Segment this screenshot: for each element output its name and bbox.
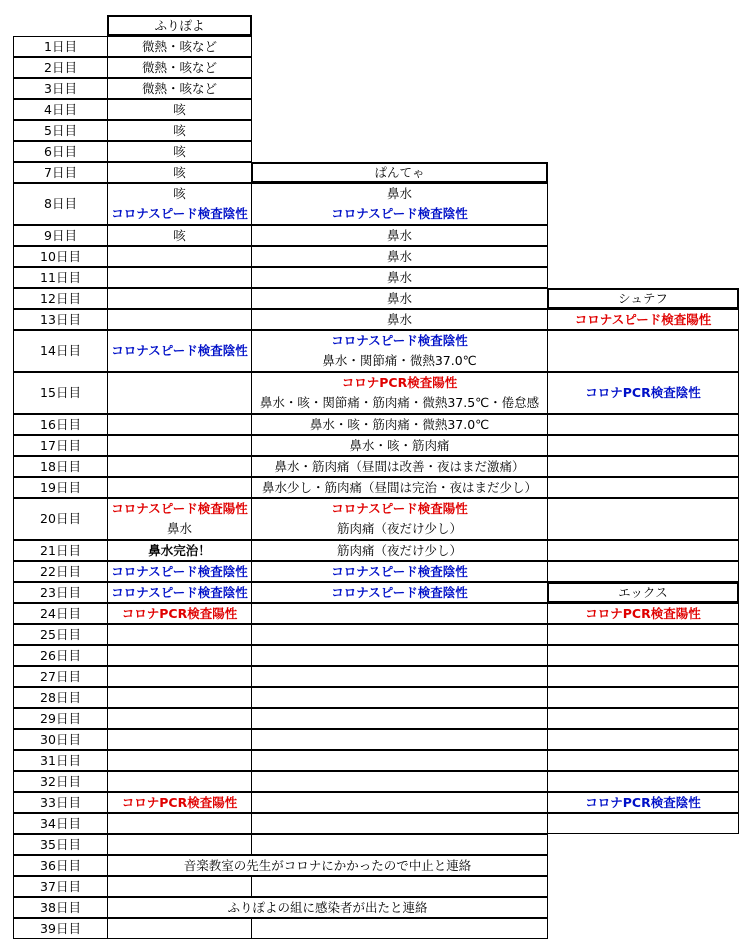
cell-text: コロナスピード検査陽性	[331, 501, 468, 516]
day-label: 26日目	[13, 645, 108, 666]
cell-text: 筋肉痛（夜だけ少し）	[336, 521, 462, 536]
day-label: 13日目	[13, 309, 108, 330]
day-label: 17日目	[13, 435, 108, 456]
day-label: 34日目	[13, 813, 108, 834]
day-label: 5日目	[13, 120, 108, 141]
furipoyo-cell	[107, 288, 252, 309]
shutefu-cell	[547, 561, 739, 582]
cell-text: 鼻水・関節痛・微熱37.0℃	[322, 353, 477, 368]
shutefu-cell	[547, 540, 739, 561]
shutefu-cell	[547, 498, 739, 540]
note-cell: 音楽教室の先生がコロナにかかったので中止と連絡	[107, 855, 548, 876]
ekkusu-cell	[547, 729, 739, 750]
cell-text: 鼻水	[386, 311, 412, 327]
pantea-cell	[251, 834, 548, 855]
shutefu-cell	[547, 435, 739, 456]
cell-text: 咳	[173, 164, 186, 180]
shutefu-cell	[547, 414, 739, 435]
furipoyo-cell	[107, 477, 252, 498]
cell-text: 微熱・咳など	[141, 80, 217, 96]
shutefu-cell	[547, 372, 739, 414]
furipoyo-cell	[107, 246, 252, 267]
furipoyo-cell	[107, 918, 252, 939]
cell-text: 微熱・咳など	[141, 59, 217, 75]
cell-text: 鼻水・咳・関節痛・筋肉痛・微熱37.5℃・倦怠感	[259, 395, 540, 410]
pantea-cell	[251, 330, 548, 372]
cell-text: コロナスピード検査陰性	[111, 343, 248, 358]
day-label: 24日目	[13, 603, 108, 624]
pantea-cell	[251, 456, 548, 477]
day-label: 15日目	[13, 372, 108, 414]
furipoyo-cell	[107, 225, 252, 246]
day-label: 3日目	[13, 78, 108, 99]
ekkusu-cell	[547, 603, 739, 624]
cell-text: コロナスピード検査陰性	[111, 584, 248, 600]
day-label: 20日目	[13, 498, 108, 540]
furipoyo-cell	[107, 372, 252, 414]
cell-text: 咳	[173, 143, 186, 159]
cell-text: 鼻水・咳・筋肉痛・微熱37.0℃	[309, 416, 490, 432]
day-label: 10日目	[13, 246, 108, 267]
pantea-cell	[251, 729, 548, 750]
cell-text: 鼻水完治！	[148, 542, 211, 558]
shutefu-cell	[547, 456, 739, 477]
shutefu-cell	[547, 477, 739, 498]
furipoyo-cell	[107, 330, 252, 372]
furipoyo-cell	[107, 750, 252, 771]
cell-text: 鼻水	[386, 248, 412, 264]
day-label: 4日目	[13, 99, 108, 120]
pantea-cell	[251, 624, 548, 645]
cell-text: コロナPCR検査陽性	[121, 605, 238, 621]
furipoyo-cell	[107, 582, 252, 603]
cell-text: 咳	[173, 122, 186, 138]
cell-text: コロナスピード検査陰性	[331, 333, 468, 348]
ekkusu-cell	[547, 687, 739, 708]
day-label: 38日目	[13, 897, 108, 918]
furipoyo-cell	[107, 414, 252, 435]
day-label: 35日目	[13, 834, 108, 855]
pantea-cell	[251, 813, 548, 834]
cell-text: コロナPCR検査陽性	[585, 605, 701, 621]
pantea-cell	[251, 708, 548, 729]
day-label: 36日目	[13, 855, 108, 876]
ekkusu-cell	[547, 813, 739, 834]
ekkusu-cell	[547, 750, 739, 771]
furipoyo-cell	[107, 309, 252, 330]
furipoyo-cell	[107, 834, 252, 855]
pantea-cell	[251, 246, 548, 267]
pantea-cell	[251, 771, 548, 792]
cell-text: 鼻水	[386, 290, 412, 306]
furipoyo-cell	[107, 498, 252, 540]
cell-text: コロナスピード検査陰性	[111, 206, 248, 221]
furipoyo-cell	[107, 141, 252, 162]
furipoyo-cell	[107, 729, 252, 750]
furipoyo-cell	[107, 162, 252, 183]
cell-text: コロナスピード検査陰性	[331, 206, 468, 221]
furipoyo-cell	[107, 666, 252, 687]
header-furipoyo: ふりぽよ	[107, 15, 252, 36]
cell-text: 咳	[173, 227, 186, 243]
pantea-cell	[251, 582, 548, 603]
ekkusu-cell	[547, 771, 739, 792]
furipoyo-cell	[107, 183, 252, 225]
furipoyo-cell	[107, 99, 252, 120]
day-label: 8日目	[13, 183, 108, 225]
pantea-cell	[251, 687, 548, 708]
day-label: 22日目	[13, 561, 108, 582]
ekkusu-cell	[547, 666, 739, 687]
pantea-cell	[251, 267, 548, 288]
day-label: 7日目	[13, 162, 108, 183]
pantea-cell	[251, 372, 548, 414]
furipoyo-cell	[107, 78, 252, 99]
furipoyo-cell	[107, 624, 252, 645]
day-label: 6日目	[13, 141, 108, 162]
pantea-cell	[251, 498, 548, 540]
ekkusu-cell	[547, 792, 739, 813]
day-label: 28日目	[13, 687, 108, 708]
cell-text: コロナPCR検査陽性	[341, 375, 458, 390]
cell-text: 鼻水・筋肉痛（昼間は改善・夜はまだ激痛）	[274, 458, 525, 474]
furipoyo-cell	[107, 267, 252, 288]
day-label: 31日目	[13, 750, 108, 771]
pantea-cell	[251, 561, 548, 582]
furipoyo-cell	[107, 645, 252, 666]
day-label: 11日目	[13, 267, 108, 288]
day-label: 23日目	[13, 582, 108, 603]
pantea-cell	[251, 288, 548, 309]
cell-text: 咳	[173, 101, 186, 117]
shutefu-cell	[547, 330, 739, 372]
day-label: 2日目	[13, 57, 108, 78]
cell-text: コロナスピード検査陰性	[111, 563, 248, 579]
furipoyo-cell	[107, 57, 252, 78]
day-label: 29日目	[13, 708, 108, 729]
pantea-cell	[251, 603, 548, 624]
note-cell: ふりぽよの組に感染者が出たと連絡	[107, 897, 548, 918]
shutefu-cell	[547, 309, 739, 330]
furipoyo-cell	[107, 456, 252, 477]
furipoyo-cell	[107, 687, 252, 708]
day-label: 21日目	[13, 540, 108, 561]
cell-text: コロナPCR検査陽性	[121, 794, 238, 810]
pantea-cell	[251, 792, 548, 813]
day-label: 39日目	[13, 918, 108, 939]
ekkusu-cell	[547, 624, 739, 645]
cell-text: 鼻水	[386, 186, 412, 201]
day-label: 14日目	[13, 330, 108, 372]
cell-text: コロナPCR検査陰性	[585, 385, 701, 400]
furipoyo-cell	[107, 540, 252, 561]
cell-text: 鼻水	[386, 227, 412, 243]
header-ekkusu: エックス	[547, 582, 739, 603]
pantea-cell	[251, 876, 548, 897]
pantea-cell	[251, 477, 548, 498]
pantea-cell	[251, 225, 548, 246]
pantea-cell	[251, 309, 548, 330]
cell-text: コロナスピード検査陽性	[574, 311, 712, 327]
cell-text: コロナスピード検査陰性	[331, 563, 468, 579]
furipoyo-cell	[107, 36, 252, 57]
furipoyo-cell	[107, 771, 252, 792]
day-label: 9日目	[13, 225, 108, 246]
day-label: 37日目	[13, 876, 108, 897]
pantea-cell	[251, 645, 548, 666]
pantea-cell	[251, 183, 548, 225]
day-label: 18日目	[13, 456, 108, 477]
cell-text: 鼻水少し・筋肉痛（昼間は完治・夜はまだ少し）	[261, 479, 537, 495]
cell-text: 鼻水・咳・筋肉痛	[349, 437, 450, 453]
pantea-cell	[251, 414, 548, 435]
furipoyo-cell	[107, 435, 252, 456]
furipoyo-cell	[107, 120, 252, 141]
furipoyo-cell	[107, 603, 252, 624]
day-label: 12日目	[13, 288, 108, 309]
day-label: 32日目	[13, 771, 108, 792]
furipoyo-cell	[107, 561, 252, 582]
cell-text: 筋肉痛（夜だけ少し）	[336, 542, 462, 558]
furipoyo-cell	[107, 708, 252, 729]
ekkusu-cell	[547, 645, 739, 666]
day-label: 25日目	[13, 624, 108, 645]
header-shutefu: シュテフ	[547, 288, 739, 309]
pantea-cell	[251, 435, 548, 456]
pantea-cell	[251, 918, 548, 939]
furipoyo-cell	[107, 876, 252, 897]
day-label: 30日目	[13, 729, 108, 750]
day-label: 1日目	[13, 36, 108, 57]
cell-text: 鼻水	[166, 521, 192, 536]
cell-text: 鼻水	[386, 269, 412, 285]
furipoyo-cell	[107, 792, 252, 813]
cell-text: 咳	[173, 186, 186, 201]
pantea-cell	[251, 750, 548, 771]
furipoyo-cell	[107, 813, 252, 834]
day-label: 33日目	[13, 792, 108, 813]
pantea-cell	[251, 540, 548, 561]
cell-text: 微熱・咳など	[141, 38, 217, 54]
pantea-cell	[251, 666, 548, 687]
cell-text: コロナスピード検査陰性	[331, 584, 468, 600]
day-label: 27日目	[13, 666, 108, 687]
day-label: 19日目	[13, 477, 108, 498]
ekkusu-cell	[547, 708, 739, 729]
day-label: 16日目	[13, 414, 108, 435]
cell-text: コロナPCR検査陰性	[585, 794, 701, 810]
header-pantea: ぱんてゃ	[251, 162, 548, 183]
cell-text: コロナスピード検査陽性	[111, 501, 248, 516]
